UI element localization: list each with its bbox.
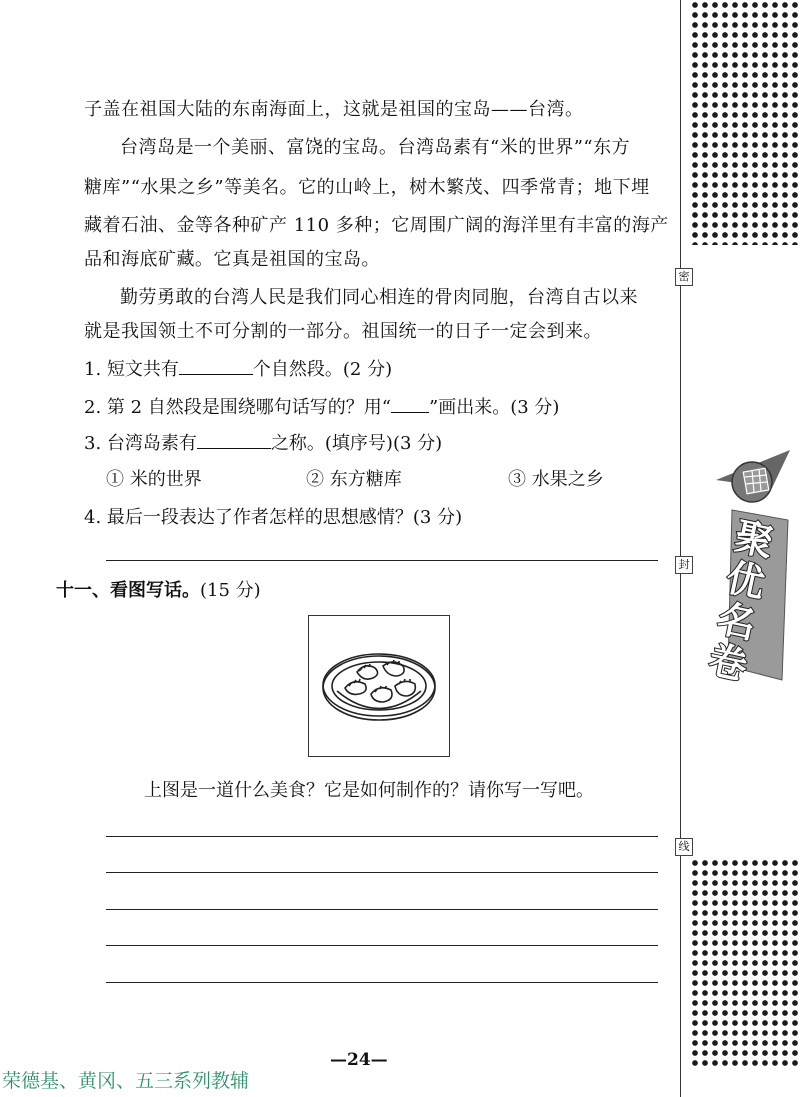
- seal-char-xian: 线: [675, 838, 693, 856]
- question-1: [84, 358, 392, 380]
- question-3: [84, 432, 442, 454]
- writing-line-4[interactable]: [106, 945, 658, 946]
- passage-line-6: 勤劳勇敢的台湾人民是我们同心相连的骨肉同胞，台湾自古以来: [120, 287, 638, 308]
- dumpling-plate-illustration: [309, 616, 448, 755]
- writing-line-1[interactable]: [106, 836, 658, 837]
- passage-line-1: 子盖在祖国大陆的东南海面上，这就是祖国的宝岛——台湾。: [84, 99, 584, 120]
- question-3-option-2: ② 东方糖库: [306, 469, 402, 490]
- dot-pattern-top: [690, 0, 800, 245]
- page-number: —24—: [330, 1050, 388, 1070]
- brand-title: 聚优名卷: [704, 514, 778, 689]
- passage-line-4: 藏着石油、金等各种矿产 110 多种；它周围广阔的海洋里有丰富的海产: [84, 215, 669, 236]
- binding-line: [680, 0, 681, 1097]
- writing-line-5[interactable]: [106, 982, 658, 983]
- question-1-text: 1. 短文共有: [84, 359, 179, 380]
- passage-line-5: 品和海底矿藏。它真是祖国的宝岛。: [84, 249, 380, 270]
- question-3-option-3: ③ 水果之乡: [508, 469, 604, 490]
- question-1-blank[interactable]: [179, 358, 253, 375]
- question-4-answer-line[interactable]: [106, 560, 658, 561]
- passage-line-3: 糖库”“水果之乡”等美名。它的山岭上，树木繁茂、四季常青；地下埋: [84, 177, 650, 198]
- footer-publisher-text: 荣德基、黄冈、五三系列教辅: [2, 1070, 250, 1092]
- writing-line-2[interactable]: [106, 872, 658, 873]
- passage-line-7: 就是我国领土不可分割的一部分。祖国统一的日子一定会到来。: [84, 321, 602, 342]
- question-2-text: 2. 第 2 自然段是围绕哪句话写的？用“: [84, 397, 391, 418]
- question-2-text-end: ”画出来。(3 分): [429, 397, 560, 418]
- section-11-heading: 十一、看图写话。: [56, 580, 200, 601]
- writing-prompt: 上图是一道什么美食？它是如何制作的？请你写一写吧。: [144, 780, 594, 801]
- section-11-points: (15 分): [200, 580, 261, 601]
- dumpling-picture: [308, 615, 450, 757]
- passage-line-2: 台湾岛是一个美丽、富饶的宝岛。台湾岛素有“米的世界”“东方: [120, 137, 631, 158]
- question-4: 4. 最后一段表达了作者怎样的思想感情？(3 分): [84, 507, 463, 528]
- question-3-option-1: ① 米的世界: [106, 469, 202, 490]
- question-3-text: 3. 台湾岛素有: [84, 433, 197, 454]
- seal-char-feng: 封: [675, 556, 693, 574]
- question-2: [84, 396, 559, 418]
- question-1-text-end: 个自然段。(2 分): [252, 359, 393, 380]
- question-2-blank: [391, 396, 429, 413]
- section-11-title: [56, 580, 261, 602]
- seal-char-mi: 密: [675, 268, 693, 286]
- question-3-text-end: 之称。(填序号)(3 分): [270, 433, 443, 454]
- dot-pattern-bottom: [690, 858, 800, 1068]
- question-3-blank[interactable]: [197, 432, 271, 449]
- writing-line-3[interactable]: [106, 909, 658, 910]
